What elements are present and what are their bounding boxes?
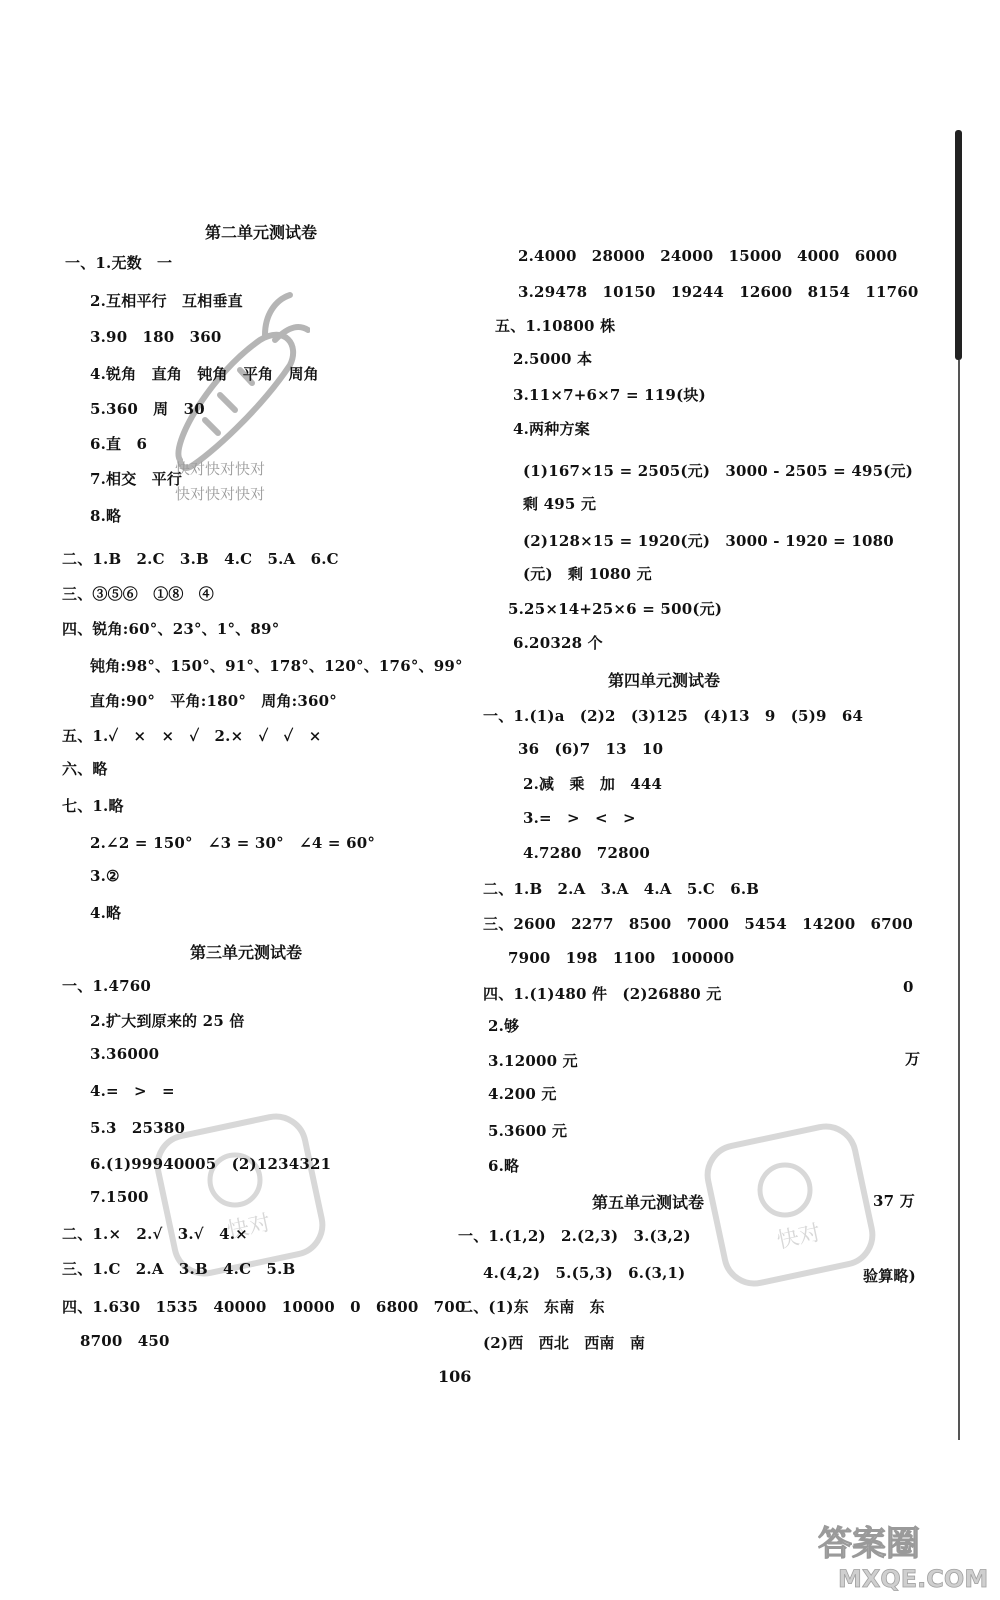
answer-line: 三、1.C 2.A 3.B 4.C 5.B [62, 1260, 296, 1278]
answer-line: 2.5000 本 [513, 350, 593, 368]
answer-line: 3.11×7+6×7 = 119(块) [513, 386, 706, 404]
answer-line: 8700 450 [80, 1332, 170, 1350]
answer-line: 2.减 乘 加 444 [523, 775, 663, 793]
answer-line: 二、1.B 2.C 3.B 4.C 5.A 6.C [62, 550, 339, 568]
unit4-title: 第四单元测试卷 [608, 671, 721, 690]
answer-line: 5.25×14+25×6 = 500(元) [508, 600, 723, 618]
answer-line: (元) 剩 1080 元 [523, 565, 652, 583]
answer-line: 二、1.× 2.√ 3.√ 4.× [62, 1225, 248, 1243]
answer-line: 2.4000 28000 24000 15000 4000 6000 [518, 247, 898, 265]
edge-fragment: 万 [905, 1050, 921, 1068]
answer-line: 36 (6)7 13 10 [518, 740, 664, 758]
answer-line: 剩 495 元 [523, 495, 597, 513]
answer-line: 6.20328 个 [513, 634, 603, 652]
answer-line: 四、锐角:60°、23°、1°、89° [62, 620, 280, 638]
answer-line: 3.90 180 360 [90, 328, 222, 346]
answer-line: 2.够 [488, 1017, 520, 1035]
edge-fragment: 验算略) [863, 1267, 916, 1285]
answer-line: 二、1.B 2.A 3.A 4.A 5.C 6.B [483, 880, 760, 898]
answer-line: 钝角:98°、150°、91°、178°、120°、176°、99° [90, 657, 463, 675]
unit3-title: 第三单元测试卷 [190, 943, 303, 962]
svg-text:快对: 快对 [774, 1220, 824, 1255]
watermark-text-1: 快对快对快对 [175, 460, 266, 478]
answer-line: 三、2600 2277 8500 7000 5454 14200 6700 [483, 915, 914, 933]
svg-text:MXQE.COM: MXQE.COM [838, 1565, 989, 1593]
answer-line: 4.两种方案 [513, 420, 590, 438]
answer-line: 2.扩大到原来的 25 倍 [90, 1012, 245, 1030]
answer-line: 5.360 周 30 [90, 400, 205, 418]
answer-line: 6.略 [488, 1157, 520, 1175]
answer-line: 直角:90° 平角:180° 周角:360° [90, 692, 338, 710]
answer-line: 二、(1)东 东南 东 [458, 1298, 605, 1316]
answer-line: 7900 198 1100 100000 [508, 949, 735, 967]
page-edge-shadow [955, 130, 962, 360]
answer-line: 4.200 元 [488, 1085, 557, 1103]
answer-line: 4.略 [90, 904, 122, 922]
answer-line: 三、③⑤⑥ ①⑧ ④ [62, 585, 215, 603]
edge-fragment: 0 [903, 978, 914, 996]
answer-line: 4.锐角 直角 钝角 平角 周角 [90, 365, 319, 383]
watermark-text-2: 快对快对快对 [175, 485, 266, 503]
page-number: 106 [438, 1367, 472, 1386]
site-logo-icon [818, 1515, 993, 1595]
answer-line: 一、1.(1,2) 2.(2,3) 3.(3,2) [458, 1227, 691, 1245]
answer-line: 七、1.略 [62, 797, 124, 815]
edge-fragment: 37 万 [873, 1192, 915, 1210]
answer-line: 8.略 [90, 507, 122, 525]
answer-line: 一、1.(1)a (2)2 (3)125 (4)13 9 (5)9 64 [483, 707, 864, 725]
answer-line: 五、1.✓ × × ✓ 2.× ✓ ✓ × [62, 727, 322, 745]
answer-line: 四、1.630 1535 40000 10000 0 6800 700 [62, 1298, 466, 1316]
answer-line: 五、1.10800 株 [495, 317, 616, 335]
answer-line: 2.∠2 = 150° ∠3 = 30° ∠4 = 60° [90, 834, 376, 852]
answer-line: 2.互相平行 互相垂直 [90, 292, 243, 310]
answer-line: 3.36000 [90, 1045, 160, 1063]
carrot-watermark-icon [150, 285, 310, 485]
answer-line: 一、1.无数 一 [65, 254, 173, 272]
unit2-title: 第二单元测试卷 [205, 223, 318, 242]
answer-line: 4.(4,2) 5.(5,3) 6.(3,1) [483, 1264, 686, 1282]
answer-line: (2)西 西北 西南 南 [483, 1334, 646, 1352]
answer-line: 7.相交 平行 [90, 470, 183, 488]
unit5-title: 第五单元测试卷 [592, 1193, 705, 1212]
answer-line: 5.3 25380 [90, 1119, 186, 1137]
answer-line: 3.29478 10150 19244 12600 8154 11760 [518, 283, 919, 301]
answer-line: (2)128×15 = 1920(元) 3000 - 1920 = 1080 [523, 532, 894, 550]
answer-line: 4.7280 72800 [523, 844, 650, 862]
answer-line: 6.直 6 [90, 435, 148, 453]
svg-text:快对: 快对 [224, 1210, 274, 1245]
answer-line: (1)167×15 = 2505(元) 3000 - 2505 = 495(元) [523, 462, 914, 480]
stamp-watermark-right-icon [690, 1110, 890, 1300]
answer-line: 4.= > = [90, 1082, 175, 1100]
page-edge-line [958, 360, 960, 1440]
answer-line: 5.3600 元 [488, 1122, 568, 1140]
answer-line: 3.② [90, 867, 120, 885]
answer-line: 一、1.4760 [62, 977, 152, 995]
svg-text:答案圈: 答案圈 [818, 1524, 920, 1564]
answer-line: 四、1.(1)480 件 (2)26880 元 [483, 985, 722, 1003]
answer-line: 6.(1)99940005 (2)1234321 [90, 1155, 332, 1173]
answer-line: 7.1500 [90, 1188, 149, 1206]
answer-line: 六、略 [62, 760, 108, 778]
answer-line: 3.12000 元 [488, 1052, 578, 1070]
answer-line: 3.= > < > [523, 809, 636, 827]
